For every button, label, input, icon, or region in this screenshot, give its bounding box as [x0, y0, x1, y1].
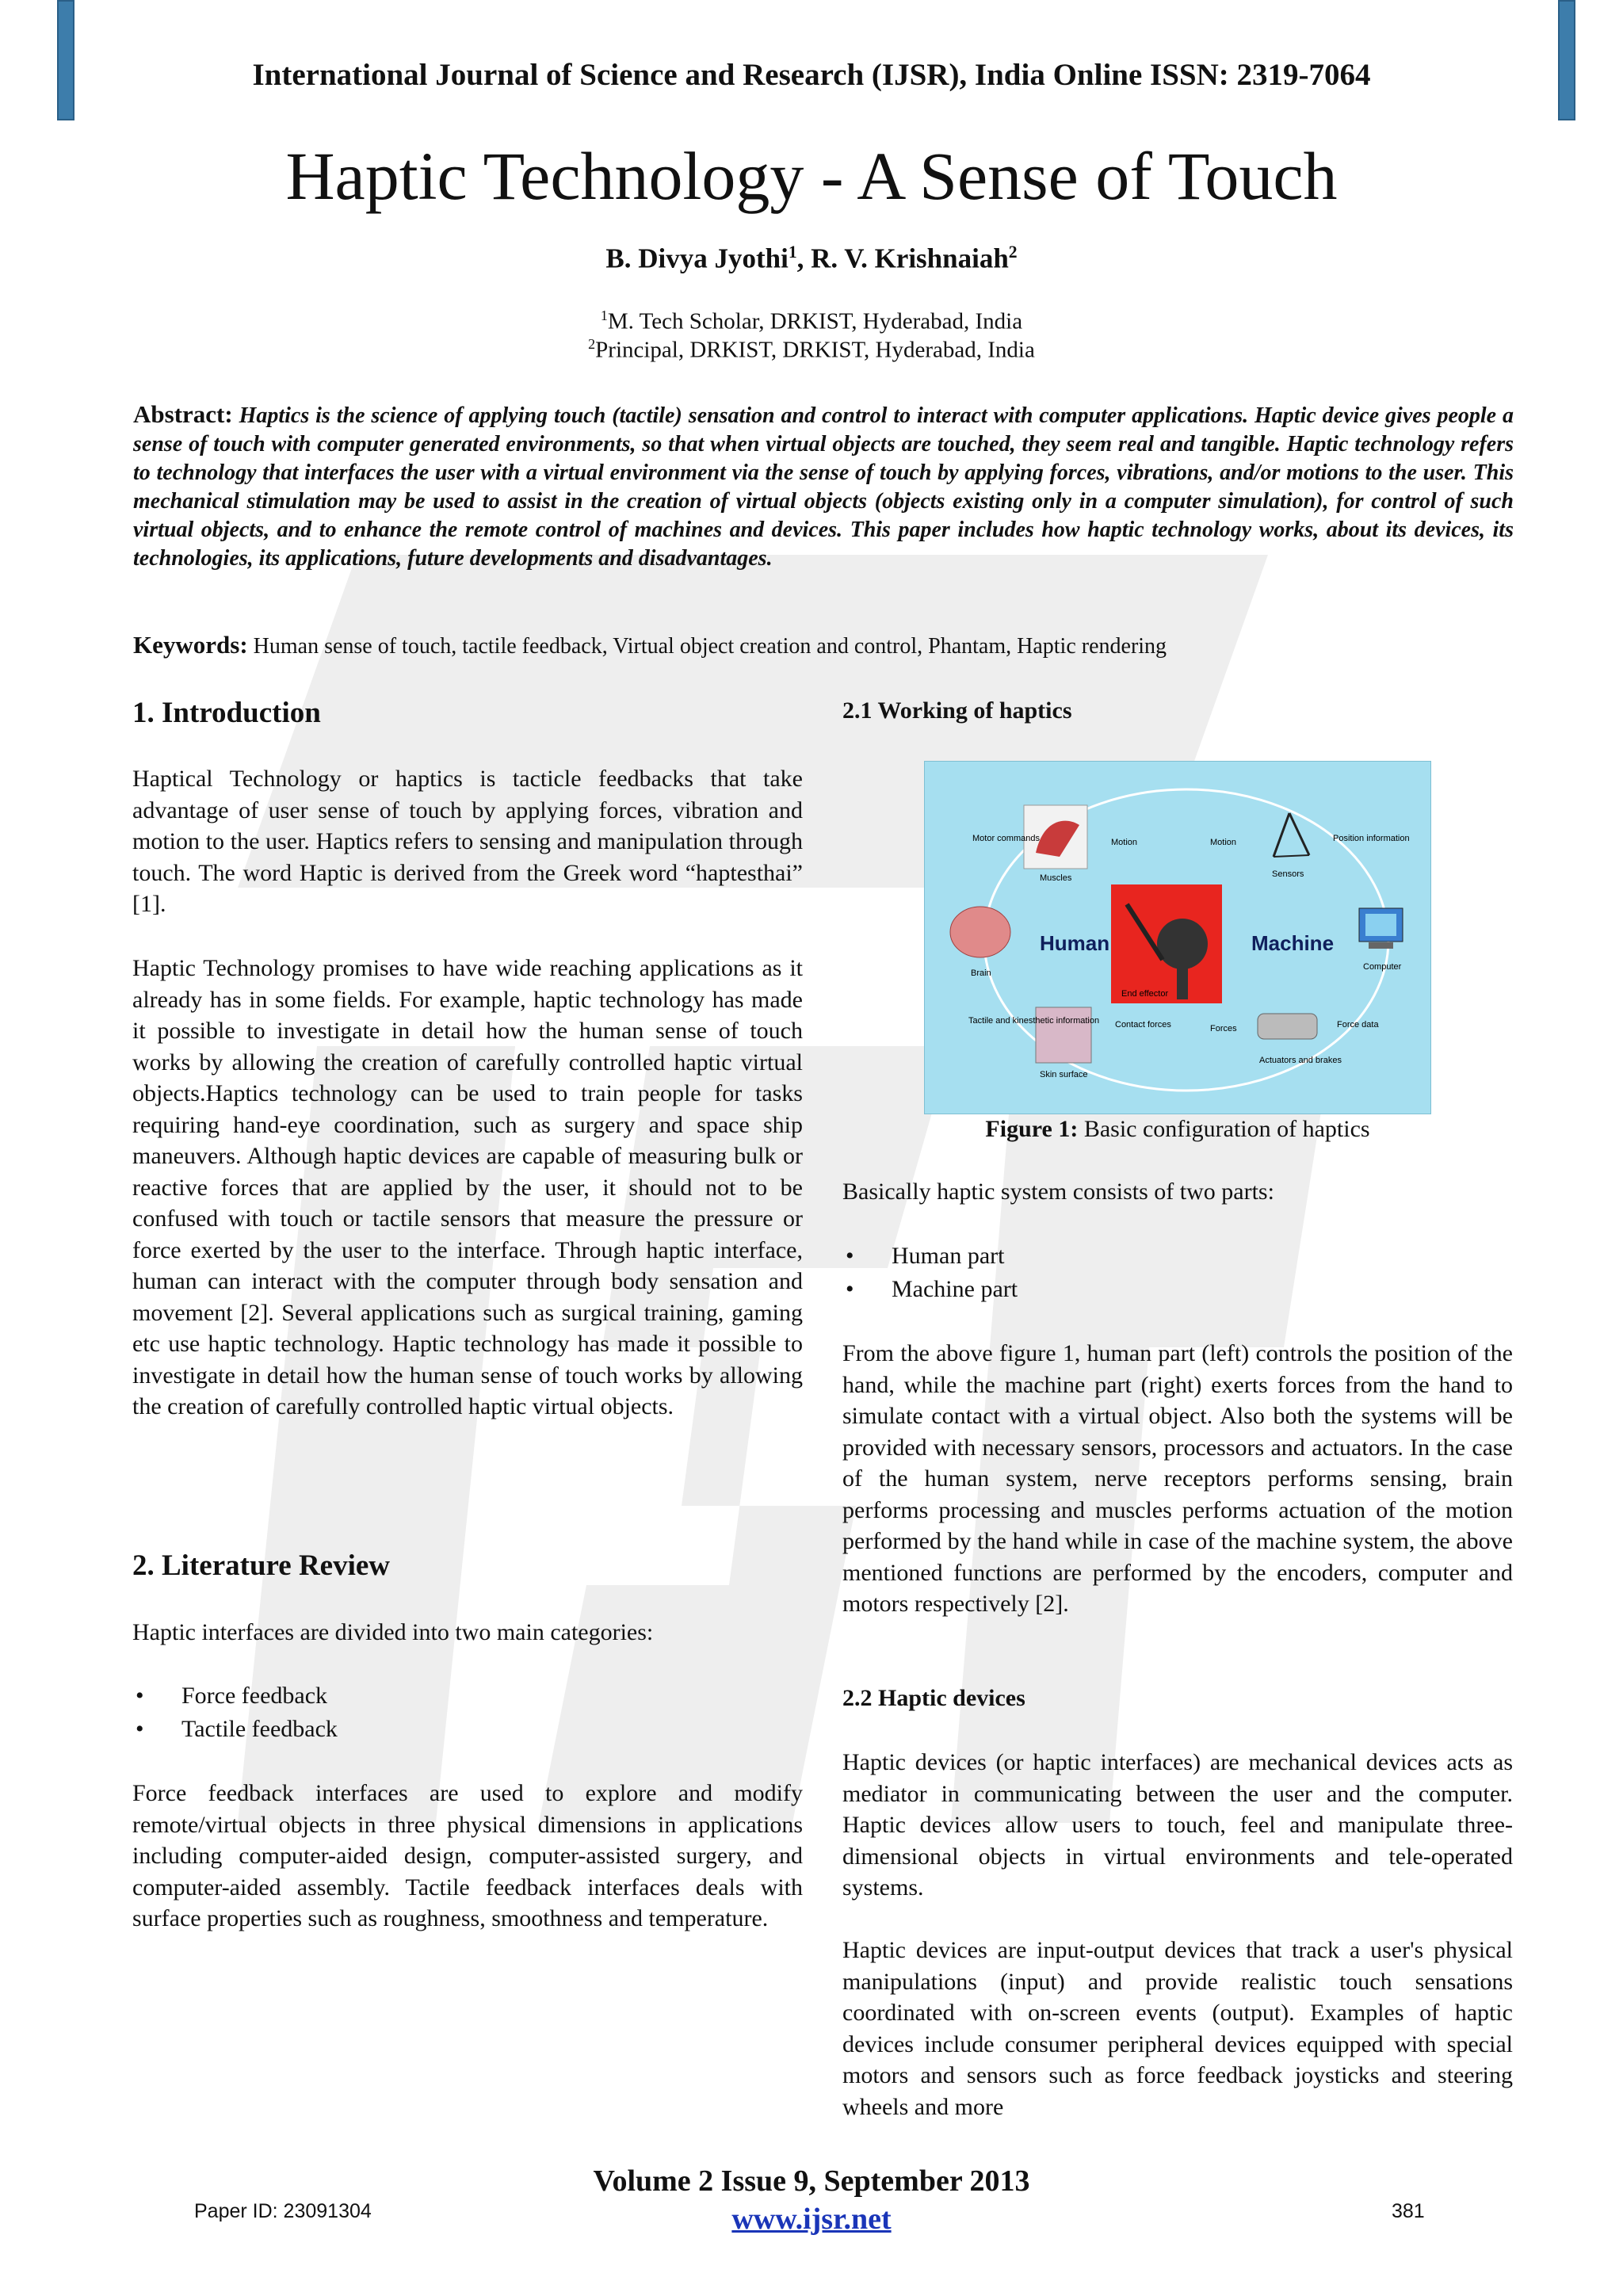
affil-1-sup: 1: [600, 308, 608, 323]
abstract-label: Abstract:: [133, 400, 233, 428]
author-2: R. V. Krishnaiah: [811, 243, 1009, 274]
intro-paragraph-1: [132, 763, 803, 920]
end-effector-sphere: [1157, 919, 1208, 969]
label-motion-right: Motion: [1210, 838, 1237, 847]
keywords: [133, 631, 1514, 659]
intro-p1-text: Haptical Technology or haptics is tacticle feedbacks that take advantage of user sense of touch by applying forces, vibration and motion to the user. Haptics refers to sensing and manipulation through touch. The word Haptic is derived from the Greek word “haptesthai” [1].: [132, 766, 803, 917]
affil-1-text: M. Tech Scholar, DRKIST, Hyderabad, India: [607, 308, 1023, 334]
paper-title: Haptic Technology - A Sense of Touch: [285, 138, 1338, 214]
heading-haptic-devices: 2.2 Haptic devices: [842, 1685, 1025, 1711]
keywords-text: Human sense of touch, tactile feedback, Virtual object creation and control, Phantam, Haptic rendering: [253, 634, 1167, 659]
devices-paragraph-2: [842, 1935, 1513, 2122]
list-item: • Machine part: [842, 1273, 1018, 1306]
label-actuators: Actuators and brakes: [1259, 1056, 1342, 1065]
label-machine: Machine: [1251, 931, 1335, 955]
label-tactile: Tactile and kinesthetic information: [968, 1016, 1100, 1026]
author-1: B. Divya Jyothi: [605, 243, 789, 274]
devices-paragraph-1: [842, 1747, 1513, 1904]
label-human: Human: [1040, 931, 1110, 955]
label-forces: Forces: [1210, 1024, 1237, 1033]
abstract-text: Haptics is the science of applying touch (tactile) sensation and control to interact with computer applications. Haptic device gives people a sense of touch with computer generated environments, so that when virtual objects are touched, they seem real and tangible. Haptic technology refers to technology that interfaces the user with a virtual environment via the sense of touch by applying forces, vibrations, and/or motions to the user. This mechanical stimulation may be used to assist in the creation of virtual objects (objects existing only in a computer simulation), for control of such virtual objects, and to enhance the remote control of machines and devices. This paper includes how haptic technology works, about its devices, its technologies, its applications, future developments and disadvantages.: [133, 403, 1514, 571]
lit-bullet-list: [132, 1679, 338, 1746]
label-motion-left: Motion: [1111, 838, 1138, 847]
label-motor-commands: Motor commands: [972, 834, 1040, 843]
abstract: [133, 400, 1514, 573]
affiliation-2: [0, 336, 1623, 364]
affil-2-sup: 2: [588, 336, 596, 352]
figure-haptics-configuration: [924, 761, 1431, 1114]
intro-p2-text: Haptic Technology promises to have wide reaching applications as it already has in some fields. For example, haptic technology has made it possible to investigate in detail how the human sense of touch works by allowing the creation of carefully controlled haptic virtual objects.Haptics technology can be used to train people for tasks requiring hand-eye coordination, such as surgery and space ship maneuvers. Although haptic devices are capable of measuring bulk or reactive forces that are applied by the user, it should not to be confused with touch or tactile sensors that measure the pressure or force exerted by the user to the interface. Through haptic interface, human can interact with the computer through body sensation and movement [2]. Several applications such as surgical training, gaming etc use haptic technology. Haptic technology has made it possible to investigate in detail how the human sense of touch works by allowing the creation of carefully controlled haptic virtual objects.: [132, 955, 803, 1419]
lit-p2-text: Force feedback interfaces are used to explore and modify remote/virtual objects in three physical dimensions in applications including computer-aided design, computer-assisted surgery, and computer-aided assembly. Tactile feedback interfaces deals with surface properties such as roughness, smoothness and temperature.: [132, 1780, 803, 1931]
author-separator: ,: [796, 243, 812, 274]
footer-url-link[interactable]: www.ijsr.net: [731, 2202, 892, 2236]
intro-paragraph-2: [132, 953, 803, 1423]
authors: [0, 243, 1623, 275]
author-1-sup: 1: [788, 243, 797, 262]
devices-p1-text: Haptic devices (or haptic interfaces) are mechanical devices acts as mediator in communicating between the user and the computer. Haptic devices allow users to touch, feel and manipulate three-dimensional objects in virtual environments and tele-operated systems.: [842, 1749, 1513, 1901]
heading-literature-review: 2. Literature Review: [132, 1549, 391, 1582]
actuators-image: [1258, 1014, 1317, 1039]
footer-volume: Volume 2 Issue 9, September 2013: [593, 2164, 1030, 2198]
figure-label: Figure 1:: [985, 1116, 1079, 1142]
working-paragraph-1: [842, 1176, 1513, 1208]
label-position-information: Position information: [1333, 834, 1410, 843]
figure-caption-text: Basic configuration of haptics: [1078, 1116, 1370, 1142]
label-end-effector: End effector: [1121, 989, 1169, 999]
lit-paragraph-1: [132, 1617, 803, 1648]
label-computer: Computer: [1363, 962, 1402, 972]
keywords-label: Keywords:: [133, 631, 248, 659]
label-muscles: Muscles: [1040, 873, 1072, 883]
affiliation-1: [0, 308, 1623, 335]
figure-diagram: [925, 762, 1430, 1114]
heading-working-of-haptics: 2.1 Working of haptics: [842, 697, 1072, 724]
label-brain: Brain: [971, 968, 991, 978]
label-force-data: Force data: [1337, 1020, 1379, 1030]
label-skin-surface: Skin surface: [1040, 1070, 1088, 1079]
lit-p1-text: Haptic interfaces are divided into two main categories:: [132, 1619, 654, 1645]
list-item: • Human part: [842, 1240, 1018, 1273]
brain-image: [950, 907, 1010, 957]
journal-header: International Journal of Science and Research (IJSR), India Online ISSN: 2319-7064: [252, 58, 1371, 92]
working-paragraph-2: [842, 1338, 1513, 1620]
working-bullet-list: [842, 1240, 1018, 1306]
figure-caption: [842, 1116, 1513, 1143]
author-2-sup: 2: [1008, 243, 1018, 262]
affil-2-text: Principal, DRKIST, DRKIST, Hyderabad, India: [595, 337, 1035, 363]
footer-page-number: 381: [1392, 2200, 1425, 2222]
list-item: • Tactile feedback: [132, 1713, 338, 1746]
working-p1-text: Basically haptic system consists of two parts:: [842, 1179, 1274, 1205]
footer-paper-id: Paper ID: 23091304: [194, 2200, 372, 2222]
heading-introduction: 1. Introduction: [132, 697, 321, 729]
working-p2-text: From the above figure 1, human part (left) controls the position of the hand, while the machine part (right) exerts forces from the hand to simulate contact with a virtual object. Also both the systems will be provided with necessary sensors, processors and actuators. In the case of the human system, nerve receptors performs sensing, brain performs processing and muscles performs actuation of the motion performed by the hand while in case of the machine system, the above mentioned functions are performed by the encoders, computer and motors respectively [2].: [842, 1340, 1513, 1617]
label-contact-forces: Contact forces: [1115, 1020, 1171, 1030]
lit-paragraph-2: [132, 1778, 803, 1935]
computer-icon: [1359, 908, 1403, 949]
list-item: • Force feedback: [132, 1679, 338, 1713]
sensors-icon: [1274, 813, 1309, 857]
devices-p2-text: Haptic devices are input-output devices that track a user's physical manipulations (input) and provide realistic touch sensations coordinated with on-screen events (output). Examples of haptic devices include consumer peripheral devices equipped with special motors and sensors such as force feedback joysticks and steering wheels and more: [842, 1937, 1513, 2120]
label-sensors: Sensors: [1272, 869, 1304, 879]
